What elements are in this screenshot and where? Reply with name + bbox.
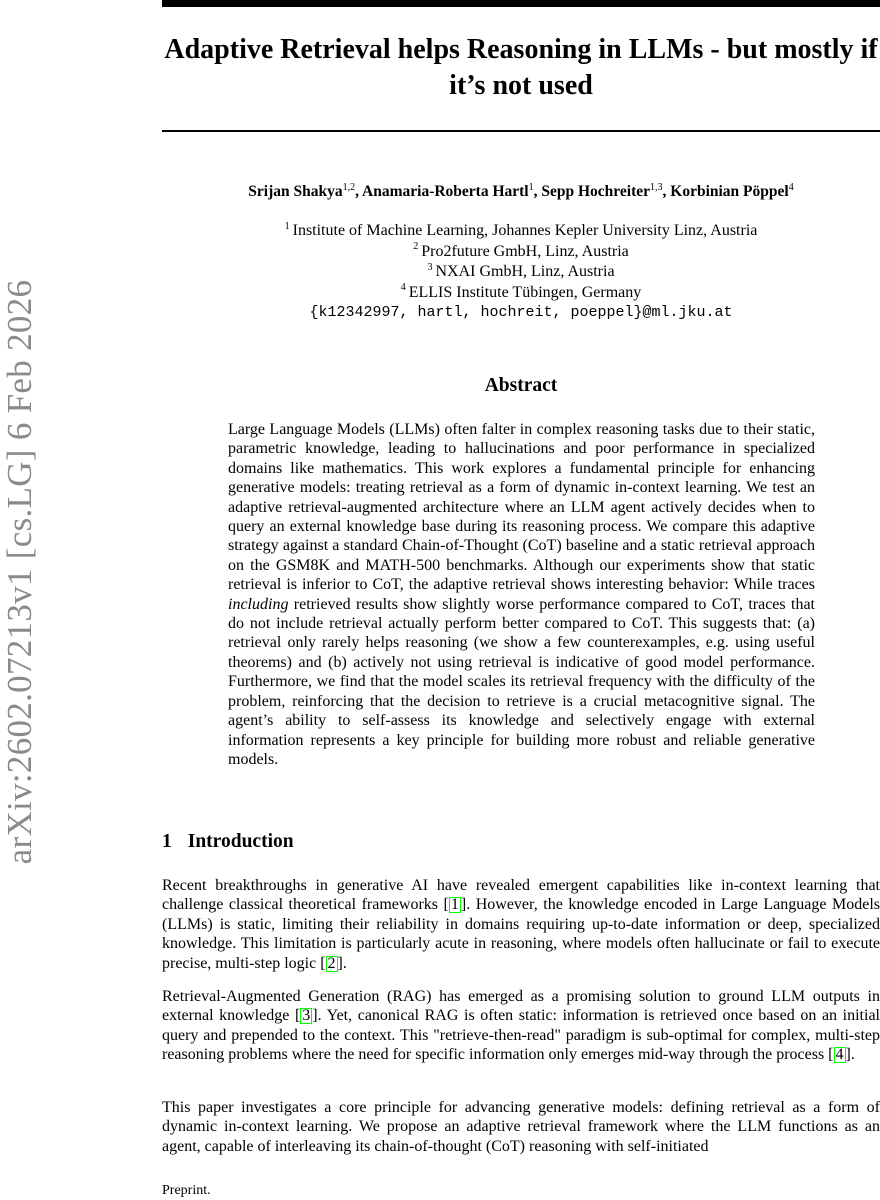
author-affiliation-marker: 4: [788, 181, 794, 193]
section-number: 1: [162, 831, 172, 852]
section-heading-introduction: [162, 829, 294, 855]
affiliation-item: [162, 262, 880, 283]
abstract-emphasis: including: [228, 595, 289, 613]
citation-link[interactable]: 3: [302, 1007, 311, 1025]
arxiv-identifier-text: arXiv:2602.07213v1 [cs.LG] 6 Feb 2026: [0, 279, 39, 865]
affiliation-text: Institute of Machine Learning, Johannes Kepler University Linz, Austria: [292, 222, 758, 239]
abstract-text: retrieved results show slightly worse performance compared to CoT, traces that do not include retrieval actually perform better compared to CoT. This suggests that: (a) retrieval only rarely helps reasoning (we show a few counterexamples, e.g. using useful theorems) and (b) actively not using retrieval is indicative of good model performance. Furthermore, we find that the model scales its retrieval frequency with the difficulty of the problem, reinforcing that the decision to retrieve is a crucial metacognitive signal. The agent’s ability to self-assess its knowledge and selectively engage with external information represents a key principle for building more robust and reliable generative models.: [228, 595, 815, 768]
author-affiliation-marker: 1,3: [650, 181, 663, 193]
author-separator: ,: [355, 183, 363, 200]
paragraph-text: Retrieval-Augmented Generation (RAG) has emerged as a promising solution to ground LLM outputs in external knowledge: [162, 988, 880, 1025]
affiliation-item: [162, 242, 880, 263]
paragraph-text: .: [342, 954, 347, 972]
affiliation-number: 3: [427, 261, 433, 273]
author-affiliation-marker: 1: [528, 181, 534, 193]
paragraph-text: . Yet, canonical RAG is often static: information is retrieved once based on an initial query and prepended to the context. This "retrieve-then-read" paradigm is sub-optimal for complex, multi-step reasoning problems where the need for specific information only emerges mid-way through the process: [162, 1007, 880, 1064]
affiliation-number: 2: [413, 241, 419, 253]
affiliation-text: ELLIS Institute Tübingen, Germany: [408, 283, 642, 301]
affiliation-text: Pro2future GmbH, Linz, Austria: [421, 242, 629, 260]
affiliation-number: 4: [400, 282, 406, 294]
author-name: Sepp Hochreiter: [541, 183, 651, 200]
section-title: Introduction: [187, 831, 294, 852]
author-name: Srijan Shakya: [248, 183, 343, 200]
abstract-body: [228, 420, 815, 769]
citation-link[interactable]: 2: [327, 954, 336, 972]
author-emails: {k12342997, hartl, hochreit, poeppel}@ml.jku.at: [309, 304, 733, 321]
author-name: Korbinian Pöppel: [670, 183, 789, 200]
arxiv-identifier: [0, 0, 40, 1200]
footer-note: Preprint.: [162, 1183, 211, 1198]
author-separator: ,: [662, 183, 671, 200]
author-separator: ,: [533, 183, 542, 200]
intro-paragraph-1: Recent breakthroughs in generative AI have revealed emergent capabilities like in-context learning that challenge classical theoretical frameworks [ 1 ]. However, the knowledge encoded in Large Language Models (LLMs) is static, limiting their reliability in domains requiring up-to-date information or deep, specialized knowledge. This limitation is particularly acute in reasoning, where models often hallucinate or fail to execute precise, multi-step logic [ 2 ].: [162, 877, 880, 972]
title-rule-top: [162, 0, 880, 7]
affiliation-item: [162, 283, 880, 304]
affiliation-number: 1: [284, 220, 290, 232]
intro-paragraph-2: Retrieval-Augmented Generation (RAG) has emerged as a promising solution to ground LLM outputs in external knowledge [ 3 ]. Yet, canonical RAG is often static: information is retrieved once based on an initial query and prepended to the context. This "retrieve-then-read" paradigm is sub-optimal for complex, multi-step reasoning problems where the need for specific information only emerges mid-way through the process [ 4 ].: [162, 988, 880, 1064]
paragraph-text: Recent breakthroughs in generative AI have revealed emergent capabilities like in-context learning that challenge classical theoretical frameworks: [162, 877, 880, 914]
title-rule-bottom: [162, 130, 880, 132]
paper-title: Adaptive Retrieval helps Reasoning in LLMs - but mostly if it’s not used: [164, 34, 878, 101]
paragraph-text: . However, the knowledge encoded in Large Language Models (LLMs) is static, limiting their reliability in domains requiring up-to-date information or deep, specialized knowledge. This limitation is particularly acute in reasoning, where models often hallucinate or fail to execute precise, multi-step logic: [162, 896, 880, 972]
author-list: [162, 180, 880, 204]
paragraph-text: .: [850, 1046, 855, 1064]
affiliation-item: [162, 221, 880, 242]
abstract-text: Large Language Models (LLMs) often falter in complex reasoning tasks due to their static, parametric knowledge, leading to hallucinations and poor performance in specialized domains like mathematics. This work explores a fundamental principle for enhancing generative models: treating retrieval as a form of dynamic in-context learning. We test an adaptive retrieval-augmented architecture where an LLM agent actively decides when to query an external knowledge base during its reasoning process. We compare this adaptive strategy against a standard Chain-of-Thought (CoT) baseline and a static retrieval approach on the GSM8K and MATH-500 benchmarks. Although our experiments show that static retrieval is inferior to CoT, the adaptive retrieval shows interesting behavior: While traces: [228, 421, 815, 594]
affiliation-text: NXAI GmbH, Linz, Austria: [435, 263, 615, 280]
affiliation-list: [162, 221, 880, 324]
citation-link[interactable]: 1: [450, 896, 459, 914]
abstract-heading: Abstract: [484, 375, 558, 396]
author-name: Anamaria-Roberta Hartl: [362, 183, 529, 200]
citation-link[interactable]: 4: [835, 1046, 844, 1064]
author-affiliation-marker: 1,2: [342, 181, 356, 193]
intro-paragraph-3: This paper investigates a core principle for advancing generative models: defining retrieval as a form of dynamic in-context learning. We propose an adaptive retrieval framework where the LLM functions as an agent, capable of interleaving its chain-of-thought (CoT) reasoning with self-initiated: [162, 1099, 880, 1155]
